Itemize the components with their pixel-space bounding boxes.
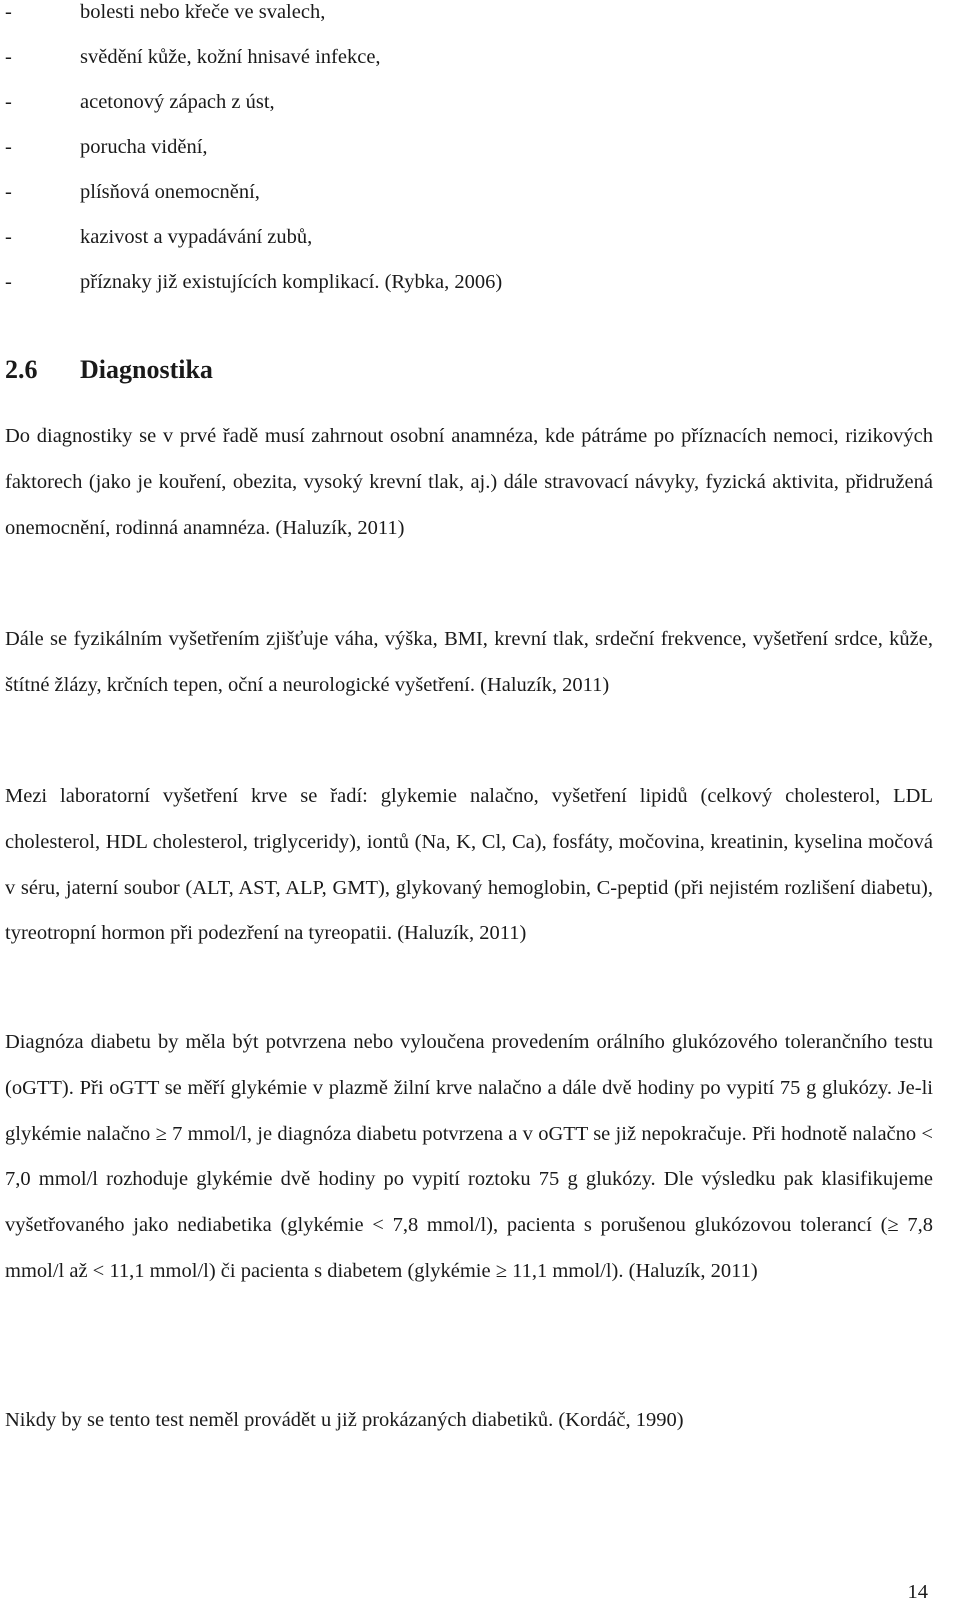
list-bullet: -: [5, 46, 12, 68]
list-item-text: svědění kůže, kožní hnisavé infekce,: [80, 46, 381, 68]
list-item-text: kazivost a vypadávání zubů,: [80, 226, 313, 248]
list-bullet: -: [5, 91, 12, 113]
paragraph-physical-exam: Dále se fyzikálním vyšetřením zjišťuje váha, výška, BMI, krevní tlak, srdeční frekvence, vyšetření srdce, kůže, štítné žlázy, krčních tepen, oční a neurologické vyšetření. (Haluzík, 2011): [5, 628, 933, 696]
paragraph-anamnesis: Do diagnostiky se v prvé řadě musí zahrnout osobní anamnéza, kde pátráme po příznacích nemoci, rizikových faktorech (jako je kouření, obezita, vysoký krevní tlak, aj.) dále stravovací návyky, fyzická aktivita, přidružená onemocnění, rodinná anamnéza. (Haluzík, 2011): [5, 425, 933, 539]
section-number: 2.6: [5, 355, 38, 384]
paragraph-note: Nikdy by se tento test neměl provádět u již prokázaných diabetiků. (Kordáč, 1990): [5, 1409, 684, 1431]
page-number: 14: [907, 1581, 928, 1603]
list-bullet: -: [5, 1, 12, 23]
list-item-text: plísňová onemocnění,: [80, 181, 260, 203]
list-item-text: acetonový zápach z úst,: [80, 91, 275, 113]
list-bullet: -: [5, 271, 12, 293]
list-item-text: příznaky již existujících komplikací. (Rybka, 2006): [80, 271, 503, 293]
paragraph-ogtt: Diagnóza diabetu by měla být potvrzena nebo vyloučena provedením orálního glukózového tolerančního testu (oGTT). Při oGTT se měří glykémie v plazmě žilní krve nalačno a dále dvě hodiny po vypití 75 g glukózy. Je-li glykémie nalačno ≥ 7 mmol/l, je diagnóza diabetu potvrzena a v oGTT se již nepokračuje. Při hodnotě nalačno < 7,0 mmol/l rozhoduje glykémie dvě hodiny po vypití roztoku 75 g glukózy. Dle výsledku pak klasifikujeme vyšetřovaného jako nediabetika (glykémie < 7,8 mmol/l), pacienta s porušenou glukózovou tolerancí (≥ 7,8 mmol/l až < 11,1 mmol/l) či pacienta s diabetem (glykémie ≥ 11,1 mmol/l). (Haluzík, 2011): [5, 1031, 933, 1282]
list-bullet: -: [5, 181, 12, 203]
section-title: Diagnostika: [80, 355, 213, 384]
list-item-text: bolesti nebo křeče ve svalech,: [80, 1, 326, 23]
list-bullet: -: [5, 226, 12, 248]
list-bullet: -: [5, 136, 12, 158]
paragraph-laboratory: Mezi laboratorní vyšetření krve se řadí: glykemie nalačno, vyšetření lipidů (celkový cholesterol, LDL cholesterol, HDL cholesterol, triglyceridy), iontů (Na, K, Cl, Ca), fosfáty, močovina, kreatinin, kyselina močová v séru, jaterní soubor (ALT, AST, ALP, GMT), glykovaný hemoglobin, C-peptid (při nejistém rozlišení diabetu), tyreotropní hormon při podezření na tyreopatii. (Haluzík, 2011): [5, 785, 933, 945]
list-item-text: porucha vidění,: [80, 136, 208, 158]
section-heading: [5, 355, 213, 385]
